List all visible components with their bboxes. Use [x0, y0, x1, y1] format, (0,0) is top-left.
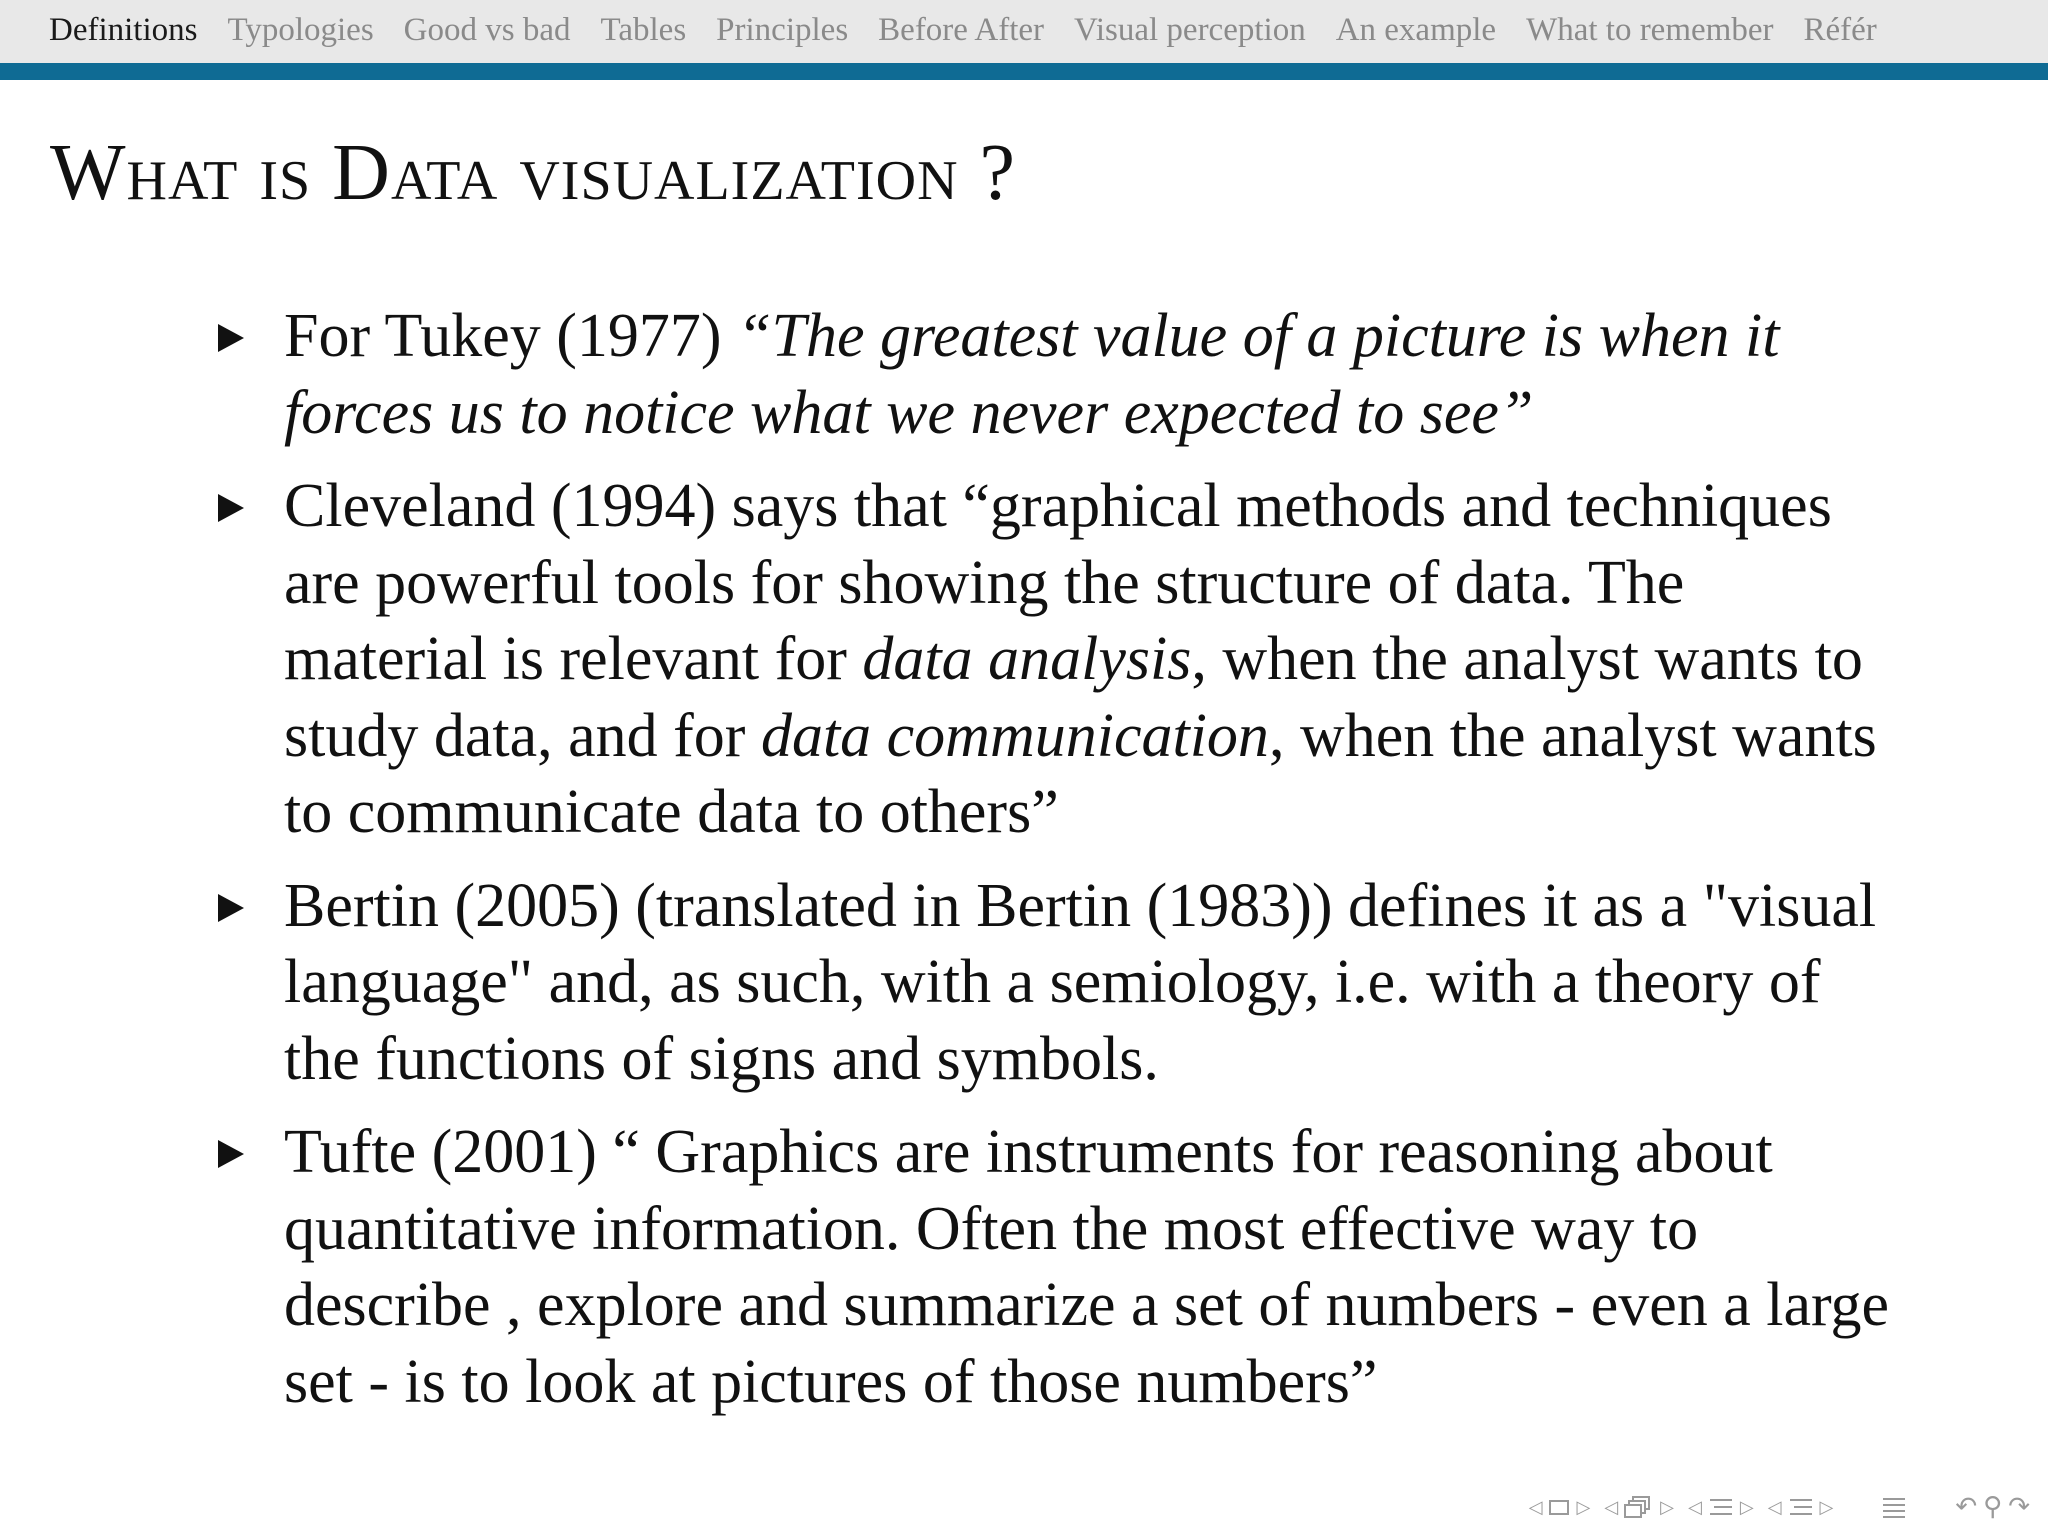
bullet-item: [218, 868, 1898, 1098]
frame-nav[interactable]: [1529, 1497, 1591, 1518]
next-subsection-arrow-icon[interactable]: ▷: [1660, 1496, 1674, 1518]
section-nav[interactable]: [1688, 1496, 1754, 1518]
bullet-text: Tufte (2001) “ Graphics are instruments for reasoning about quantitative information. Often the most effective way to describe , explore and summarize a set of numbers - even a large set - is to look at pictures of those numbers”: [284, 1118, 1890, 1416]
bullet-item: [218, 1114, 1898, 1420]
frame-icon: [1548, 1498, 1570, 1516]
next-slide-arrow-icon[interactable]: ▷: [1819, 1496, 1834, 1518]
prev-subsection-arrow-icon[interactable]: ◁: [1604, 1496, 1619, 1518]
bullet-text: For Tukey (1977): [284, 302, 738, 370]
nav-item-visual-perception[interactable]: Visual perception: [1074, 12, 1306, 48]
slide-nav[interactable]: [1768, 1496, 1834, 1518]
redo-icon[interactable]: ↷: [2008, 1492, 2030, 1522]
bullet-text: , when the analyst wants to communicate data to others”: [284, 701, 1877, 846]
bullet-emphasis: data analysis: [862, 625, 1192, 693]
nav-item-references[interactable]: Référ: [1803, 12, 1877, 48]
beamer-navigation-controls: [1529, 1492, 2030, 1522]
bullet-item: [218, 468, 1898, 851]
bullet-list: [218, 298, 1898, 1437]
bullet-text: Bertin (2005) (translated in Bertin (1983)) defines it as a "visual language" and, as such, with a semiology, i.e. with a theory of the functions of signs and symbols.: [284, 871, 1877, 1093]
triangle-bullet-icon: [218, 324, 244, 352]
subsection-icon: [1624, 1495, 1654, 1519]
bullet-item: [218, 298, 1898, 451]
prev-slide-arrow-icon[interactable]: ◁: [1767, 1496, 1782, 1518]
prev-section-arrow-icon[interactable]: ◁: [1687, 1496, 1702, 1518]
section-navbar: [0, 0, 2048, 63]
nav-item-tables[interactable]: Tables: [600, 12, 687, 48]
toc-icon[interactable]: [1881, 1496, 1907, 1518]
bullet-quote: “The greatest value of a picture is when it forces us to notice what we never expected to see”: [284, 302, 1780, 447]
header-accent-rule: [0, 63, 2048, 80]
nav-item-definitions[interactable]: Definitions: [49, 12, 198, 48]
next-frame-arrow-icon[interactable]: ▷: [1576, 1496, 1591, 1518]
bullet-emphasis: data communication: [760, 701, 1269, 770]
nav-item-an-example[interactable]: An example: [1335, 12, 1497, 48]
prev-frame-arrow-icon[interactable]: ◁: [1528, 1496, 1543, 1518]
search-controls: [1955, 1492, 2030, 1522]
triangle-bullet-icon: [218, 894, 244, 922]
bullet-text: Cleveland (1994) says that “graphical methods and techniques are powerful tools for showing the structure of data. The material is relevant for: [284, 472, 1832, 693]
bullet-text: , when the analyst wants to study data, and for: [284, 625, 1863, 770]
undo-icon[interactable]: ↶: [1955, 1492, 1978, 1522]
triangle-bullet-icon: [218, 1140, 244, 1168]
nav-item-before-after[interactable]: Before After: [878, 12, 1044, 48]
nav-item-what-to-remember[interactable]: What to remember: [1526, 12, 1774, 48]
next-section-arrow-icon[interactable]: ▷: [1739, 1496, 1754, 1518]
slide-title: What is Data visualization ?: [50, 129, 1017, 217]
subsection-nav[interactable]: [1604, 1495, 1674, 1519]
section-icon: [1708, 1496, 1734, 1518]
nav-item-principles[interactable]: Principles: [716, 12, 849, 48]
triangle-bullet-icon: [218, 494, 244, 522]
nav-item-good-vs-bad[interactable]: Good vs bad: [403, 12, 571, 48]
nav-item-typologies[interactable]: Typologies: [227, 12, 374, 48]
slide-icon: [1788, 1496, 1814, 1518]
search-icon[interactable]: ⚲: [1983, 1492, 2003, 1522]
section-nav-items: [49, 10, 1907, 50]
